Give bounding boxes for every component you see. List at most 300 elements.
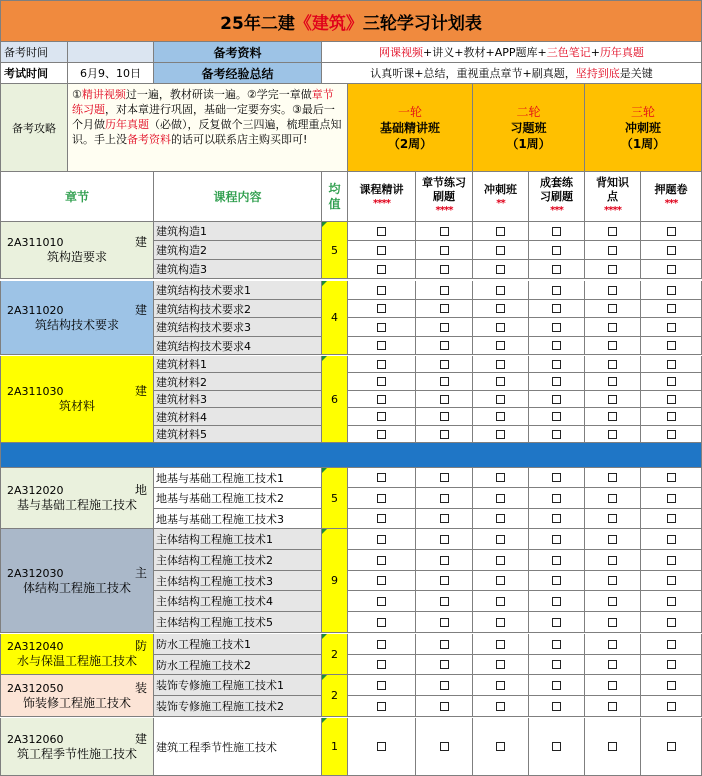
chapter-code-row xyxy=(7,384,147,399)
checkbox-cell-memorize xyxy=(585,408,641,426)
checkbox[interactable] xyxy=(440,430,449,439)
checkbox-cell-lecture xyxy=(348,509,416,529)
checkbox[interactable] xyxy=(552,535,561,544)
checkbox[interactable] xyxy=(608,514,617,523)
checkbox[interactable] xyxy=(552,576,561,585)
checkbox[interactable] xyxy=(667,323,676,332)
materials-part-plus: + xyxy=(590,45,600,59)
checkbox[interactable] xyxy=(496,597,505,606)
checkbox[interactable] xyxy=(552,742,561,751)
checkbox[interactable] xyxy=(496,660,505,669)
checkbox-cell-chapter-practice xyxy=(416,426,473,443)
course-item: 建筑构造1 xyxy=(154,222,322,241)
checkbox[interactable] xyxy=(667,246,676,255)
checkbox[interactable] xyxy=(608,535,617,544)
chapter-first-char: 建 xyxy=(134,302,147,317)
checkbox[interactable] xyxy=(440,304,449,313)
chapter-code: 2A312030 xyxy=(7,566,64,580)
checkbox-cell-sprint xyxy=(473,222,529,241)
checkbox-cell-sprint xyxy=(473,550,529,571)
checkbox-cell-mock-practice xyxy=(529,356,585,373)
course-item: 主体结构工程施工技术1 xyxy=(154,529,322,550)
chapter-code-row xyxy=(7,639,147,654)
checkbox[interactable] xyxy=(377,597,386,606)
checkbox[interactable] xyxy=(440,556,449,565)
chapter-name: 水与保温工程施工技术 xyxy=(16,654,137,668)
course-item: 建筑结构技术要求2 xyxy=(154,300,322,318)
checkbox[interactable] xyxy=(552,597,561,606)
checkbox[interactable] xyxy=(608,640,617,649)
checkbox[interactable] xyxy=(496,304,505,313)
checkbox-cell-lecture xyxy=(348,241,416,260)
checkbox-cell-memorize xyxy=(585,718,641,776)
checkbox[interactable] xyxy=(608,265,617,274)
checkbox[interactable] xyxy=(440,341,449,350)
checkbox-cell-chapter-practice xyxy=(416,675,473,696)
checkbox[interactable] xyxy=(440,286,449,295)
checkbox[interactable] xyxy=(496,246,505,255)
chapter-cell xyxy=(0,468,154,529)
checkbox-cell-predicted-paper xyxy=(641,612,702,633)
course-item: 地基与基础工程施工技术3 xyxy=(154,509,322,529)
checkbox-cell-predicted-paper xyxy=(641,488,702,509)
checkbox[interactable] xyxy=(377,246,386,255)
checkbox[interactable] xyxy=(552,377,561,386)
checkbox[interactable] xyxy=(608,597,617,606)
checkbox[interactable] xyxy=(496,430,505,439)
checkbox[interactable] xyxy=(608,473,617,482)
checkbox[interactable] xyxy=(440,660,449,669)
course-item: 建筑材料2 xyxy=(154,373,322,391)
checkbox-cell-sprint xyxy=(473,318,529,337)
checkbox[interactable] xyxy=(608,341,617,350)
checkbox-cell-sprint xyxy=(473,468,529,488)
checkbox-cell-chapter-practice xyxy=(416,571,473,591)
checkbox-cell-sprint xyxy=(473,634,529,655)
course-item: 建筑材料3 xyxy=(154,391,322,408)
experience-label: 备考经验总结 xyxy=(154,63,322,84)
column-header-avg-label: 均值 xyxy=(328,181,341,211)
checkbox[interactable] xyxy=(440,576,449,585)
checkbox[interactable] xyxy=(552,265,561,274)
checkbox[interactable] xyxy=(608,576,617,585)
chapter-first-char: 地 xyxy=(134,483,147,497)
checkbox[interactable] xyxy=(608,412,617,421)
checkbox[interactable] xyxy=(608,430,617,439)
checkbox[interactable] xyxy=(667,640,676,649)
checkbox[interactable] xyxy=(496,494,505,503)
checkbox[interactable] xyxy=(667,286,676,295)
checkbox-cell-mock-practice xyxy=(529,281,585,300)
task-label: 押题卷 xyxy=(654,182,688,196)
chapter-avg-value: 5 xyxy=(322,468,348,529)
chapter-cell xyxy=(0,529,154,633)
checkbox[interactable] xyxy=(496,412,505,421)
checkbox-cell-sprint xyxy=(473,241,529,260)
checkbox-cell-predicted-paper xyxy=(641,300,702,318)
checkbox[interactable] xyxy=(552,360,561,369)
checkbox[interactable] xyxy=(496,265,505,274)
column-header-memorize xyxy=(585,172,641,222)
chapter-code: 2A312050 xyxy=(7,681,64,695)
prep-time-value[interactable] xyxy=(68,42,154,63)
chapter-code-row xyxy=(7,681,147,696)
checkbox[interactable] xyxy=(496,377,505,386)
checkbox-cell-chapter-practice xyxy=(416,550,473,571)
checkbox[interactable] xyxy=(552,323,561,332)
experience-value xyxy=(322,63,702,84)
checkbox[interactable] xyxy=(377,395,386,404)
exam-time-label: 考试时间 xyxy=(0,63,68,84)
checkbox-cell-memorize xyxy=(585,696,641,717)
chapter-first-char: 建 xyxy=(134,731,147,746)
checkbox-cell-memorize xyxy=(585,571,641,591)
checkbox-cell-lecture xyxy=(348,550,416,571)
checkbox-cell-memorize xyxy=(585,391,641,408)
checkbox[interactable] xyxy=(377,341,386,350)
class-round-2 xyxy=(473,84,585,172)
course-item: 建筑结构技术要求4 xyxy=(154,337,322,355)
chapter-code: 2A312020 xyxy=(7,484,64,497)
checkbox[interactable] xyxy=(608,286,617,295)
chapter-code: 2A311030 xyxy=(7,385,64,398)
checkbox-cell-sprint xyxy=(473,391,529,408)
checkbox-cell-chapter-practice xyxy=(416,634,473,655)
checkbox[interactable] xyxy=(377,473,386,482)
checkbox-cell-sprint xyxy=(473,408,529,426)
exam-date-value: 6月9、10日 xyxy=(68,63,154,84)
checkbox[interactable] xyxy=(496,702,505,711)
checkbox[interactable] xyxy=(440,395,449,404)
checkbox[interactable] xyxy=(377,640,386,649)
course-item: 建筑结构技术要求1 xyxy=(154,281,322,300)
checkbox-cell-mock-practice xyxy=(529,222,585,241)
checkbox[interactable] xyxy=(496,618,505,627)
checkbox-cell-memorize xyxy=(585,300,641,318)
checkbox-cell-lecture xyxy=(348,281,416,300)
checkbox[interactable] xyxy=(440,265,449,274)
checkbox[interactable] xyxy=(377,535,386,544)
checkbox[interactable] xyxy=(440,514,449,523)
checkbox[interactable] xyxy=(377,556,386,565)
checkbox-cell-chapter-practice xyxy=(416,356,473,373)
column-header-chapter-practice xyxy=(416,172,473,222)
checkbox-cell-lecture xyxy=(348,391,416,408)
checkbox[interactable] xyxy=(440,535,449,544)
chapter-cell xyxy=(0,675,154,717)
checkbox[interactable] xyxy=(496,395,505,404)
checkbox[interactable] xyxy=(496,576,505,585)
experience-part-1: 认真听课+总结，重视重点章节+刷真题， xyxy=(370,67,576,80)
strategy-part-red: 精讲视频 xyxy=(81,88,126,101)
checkbox-cell-memorize xyxy=(585,241,641,260)
checkbox[interactable] xyxy=(608,556,617,565)
checkbox-cell-predicted-paper xyxy=(641,318,702,337)
checkbox[interactable] xyxy=(667,227,676,236)
checkbox[interactable] xyxy=(440,742,449,751)
checkbox[interactable] xyxy=(552,395,561,404)
checkbox[interactable] xyxy=(496,286,505,295)
checkbox[interactable] xyxy=(552,514,561,523)
checkbox[interactable] xyxy=(552,246,561,255)
chapter-first-char: 防 xyxy=(134,639,147,653)
checkbox[interactable] xyxy=(440,618,449,627)
checkbox[interactable] xyxy=(496,742,505,751)
checkbox-cell-mock-practice xyxy=(529,426,585,443)
chapter-code-row xyxy=(7,483,147,498)
checkbox-cell-sprint xyxy=(473,281,529,300)
checkbox[interactable] xyxy=(552,660,561,669)
checkbox-cell-sprint xyxy=(473,571,529,591)
checkbox[interactable] xyxy=(608,227,617,236)
priority-stars: ** xyxy=(496,197,505,209)
chapter-code: 2A312040 xyxy=(7,640,64,653)
class-round-label: 三轮 xyxy=(630,104,655,119)
checkbox[interactable] xyxy=(667,556,676,565)
checkbox-cell-chapter-practice xyxy=(416,612,473,633)
checkbox[interactable] xyxy=(377,360,386,369)
checkbox[interactable] xyxy=(608,246,617,255)
checkbox[interactable] xyxy=(667,494,676,503)
checkbox[interactable] xyxy=(608,660,617,669)
checkbox-cell-predicted-paper xyxy=(641,281,702,300)
checkbox[interactable] xyxy=(440,412,449,421)
checkbox-cell-chapter-practice xyxy=(416,718,473,776)
checkbox[interactable] xyxy=(667,681,676,690)
checkbox[interactable] xyxy=(552,430,561,439)
checkbox[interactable] xyxy=(667,341,676,350)
checkbox-cell-predicted-paper xyxy=(641,529,702,550)
checkbox[interactable] xyxy=(496,360,505,369)
checkbox-cell-mock-practice xyxy=(529,373,585,391)
checkbox[interactable] xyxy=(608,360,617,369)
checkbox[interactable] xyxy=(377,681,386,690)
chapter-avg-value: 5 xyxy=(322,222,348,279)
checkbox[interactable] xyxy=(608,681,617,690)
checkbox[interactable] xyxy=(440,323,449,332)
checkbox-cell-chapter-practice xyxy=(416,488,473,509)
checkbox-cell-mock-practice xyxy=(529,675,585,696)
strategy-part: ，对本章进行巩固，基础一定要夯实。③最后一个月做 xyxy=(72,103,335,131)
checkbox[interactable] xyxy=(377,304,386,313)
checkbox[interactable] xyxy=(496,341,505,350)
task-label: 成套练习刷题 xyxy=(540,175,573,203)
chapter-name: 筑结构技术要求 xyxy=(34,317,119,332)
chapter-avg-value: 1 xyxy=(322,718,348,776)
checkbox-cell-mock-practice xyxy=(529,318,585,337)
checkbox[interactable] xyxy=(377,618,386,627)
checkbox[interactable] xyxy=(496,640,505,649)
course-item: 建筑材料5 xyxy=(154,426,322,443)
checkbox[interactable] xyxy=(496,323,505,332)
checkbox[interactable] xyxy=(552,286,561,295)
checkbox-cell-chapter-practice xyxy=(416,591,473,612)
priority-stars: **** xyxy=(373,197,390,209)
checkbox[interactable] xyxy=(377,514,386,523)
checkbox-cell-sprint xyxy=(473,529,529,550)
experience-part-3: 是关键 xyxy=(619,67,653,80)
checkbox-cell-predicted-paper xyxy=(641,718,702,776)
checkbox-cell-sprint xyxy=(473,356,529,373)
checkbox[interactable] xyxy=(440,640,449,649)
checkbox[interactable] xyxy=(667,618,676,627)
chapter-cell xyxy=(0,222,154,279)
checkbox[interactable] xyxy=(377,702,386,711)
course-item: 防水工程施工技术2 xyxy=(154,655,322,675)
course-item: 主体结构工程施工技术4 xyxy=(154,591,322,612)
title-suffix: 三轮学习计划表 xyxy=(362,13,482,34)
course-item: 地基与基础工程施工技术2 xyxy=(154,488,322,509)
checkbox-cell-sprint xyxy=(473,655,529,675)
checkbox[interactable] xyxy=(667,265,676,274)
checkbox[interactable] xyxy=(496,514,505,523)
checkbox-cell-predicted-paper xyxy=(641,696,702,717)
checkbox[interactable] xyxy=(667,514,676,523)
checkbox-cell-chapter-practice xyxy=(416,468,473,488)
checkbox[interactable] xyxy=(667,360,676,369)
checkbox[interactable] xyxy=(608,618,617,627)
checkbox-cell-predicted-paper xyxy=(641,373,702,391)
checkbox[interactable] xyxy=(496,681,505,690)
course-item: 主体结构工程施工技术2 xyxy=(154,550,322,571)
class-round-1 xyxy=(348,84,473,172)
column-header-predicted-paper xyxy=(641,172,702,222)
strategy-part: 过一遍，教材研读一遍。②学完一章做 xyxy=(125,88,312,101)
checkbox[interactable] xyxy=(496,535,505,544)
checkbox[interactable] xyxy=(667,742,676,751)
checkbox[interactable] xyxy=(552,227,561,236)
chapter-name: 体结构工程施工技术 xyxy=(22,580,131,595)
checkbox-cell-mock-practice xyxy=(529,468,585,488)
checkbox[interactable] xyxy=(608,304,617,313)
course-item: 主体结构工程施工技术3 xyxy=(154,571,322,591)
checkbox[interactable] xyxy=(440,597,449,606)
checkbox[interactable] xyxy=(552,681,561,690)
strategy-part: ① xyxy=(72,88,82,101)
checkbox[interactable] xyxy=(440,360,449,369)
checkbox[interactable] xyxy=(440,473,449,482)
checkbox[interactable] xyxy=(496,556,505,565)
class-duration: （2周） xyxy=(387,136,433,151)
checkbox[interactable] xyxy=(440,702,449,711)
class-round-label: 一轮 xyxy=(397,104,422,119)
class-duration: （1周） xyxy=(620,136,666,151)
checkbox[interactable] xyxy=(552,412,561,421)
checkbox[interactable] xyxy=(377,323,386,332)
checkbox[interactable] xyxy=(377,286,386,295)
checkbox-cell-memorize xyxy=(585,426,641,443)
checkbox[interactable] xyxy=(608,702,617,711)
checkbox[interactable] xyxy=(377,227,386,236)
checkbox[interactable] xyxy=(552,304,561,313)
checkbox[interactable] xyxy=(377,265,386,274)
experience-part-2: 坚持到底 xyxy=(575,67,620,80)
checkbox[interactable] xyxy=(667,304,676,313)
checkbox[interactable] xyxy=(552,494,561,503)
checkbox[interactable] xyxy=(667,535,676,544)
checkbox-cell-memorize xyxy=(585,675,641,696)
checkbox[interactable] xyxy=(552,341,561,350)
materials-part-past-exams: 历年真题 xyxy=(599,46,644,59)
checkbox[interactable] xyxy=(667,660,676,669)
checkbox[interactable] xyxy=(667,576,676,585)
checkbox[interactable] xyxy=(377,660,386,669)
checkbox-cell-mock-practice xyxy=(529,591,585,612)
checkbox-cell-predicted-paper xyxy=(641,241,702,260)
chapter-name: 筑构造要求 xyxy=(46,250,107,264)
checkbox-cell-memorize xyxy=(585,612,641,633)
checkbox[interactable] xyxy=(377,412,386,421)
checkbox[interactable] xyxy=(667,377,676,386)
checkbox[interactable] xyxy=(496,227,505,236)
checkbox[interactable] xyxy=(377,430,386,439)
strategy-label: 备考攻略 xyxy=(0,84,68,172)
checkbox[interactable] xyxy=(552,618,561,627)
checkbox[interactable] xyxy=(440,377,449,386)
checkbox-cell-memorize xyxy=(585,222,641,241)
checkbox-cell-chapter-practice xyxy=(416,318,473,337)
checkbox-cell-memorize xyxy=(585,591,641,612)
checkbox[interactable] xyxy=(608,494,617,503)
checkbox-cell-mock-practice xyxy=(529,529,585,550)
checkbox[interactable] xyxy=(377,494,386,503)
checkbox[interactable] xyxy=(377,576,386,585)
materials-label: 备考资料 xyxy=(154,42,322,63)
checkbox[interactable] xyxy=(552,556,561,565)
checkbox[interactable] xyxy=(608,377,617,386)
page-title xyxy=(0,0,702,42)
checkbox[interactable] xyxy=(667,412,676,421)
checkbox-cell-predicted-paper xyxy=(641,634,702,655)
checkbox[interactable] xyxy=(377,377,386,386)
checkbox-cell-chapter-practice xyxy=(416,655,473,675)
checkbox-cell-memorize xyxy=(585,373,641,391)
checkbox[interactable] xyxy=(496,473,505,482)
checkbox[interactable] xyxy=(667,597,676,606)
chapter-avg-value: 4 xyxy=(322,281,348,355)
checkbox[interactable] xyxy=(667,395,676,404)
checkbox[interactable] xyxy=(667,430,676,439)
checkbox-cell-chapter-practice xyxy=(416,509,473,529)
materials-part-middle: +讲义+教材+APP题库+ xyxy=(423,46,547,59)
checkbox[interactable] xyxy=(608,742,617,751)
checkbox[interactable] xyxy=(552,640,561,649)
checkbox[interactable] xyxy=(667,473,676,482)
title-subject: 《建筑》 xyxy=(294,13,363,34)
chapter-name: 基与基础工程施工技术 xyxy=(16,498,137,512)
checkbox[interactable] xyxy=(440,246,449,255)
chapter-code: 2A311020 xyxy=(7,303,64,317)
chapter-avg-value: 2 xyxy=(322,675,348,717)
checkbox[interactable] xyxy=(608,395,617,404)
checkbox-cell-mock-practice xyxy=(529,408,585,426)
checkbox[interactable] xyxy=(608,323,617,332)
checkbox[interactable] xyxy=(440,681,449,690)
checkbox-cell-predicted-paper xyxy=(641,260,702,279)
checkbox[interactable] xyxy=(552,473,561,482)
checkbox[interactable] xyxy=(377,742,386,751)
checkbox[interactable] xyxy=(440,227,449,236)
chapter-first-char: 装 xyxy=(134,680,147,695)
checkbox[interactable] xyxy=(440,494,449,503)
checkbox-cell-memorize xyxy=(585,634,641,655)
strategy-text xyxy=(68,84,348,172)
checkbox[interactable] xyxy=(667,702,676,711)
chapter-code-row xyxy=(7,235,147,250)
checkbox[interactable] xyxy=(552,702,561,711)
checkbox-cell-lecture xyxy=(348,300,416,318)
course-item: 地基与基础工程施工技术1 xyxy=(154,468,322,488)
